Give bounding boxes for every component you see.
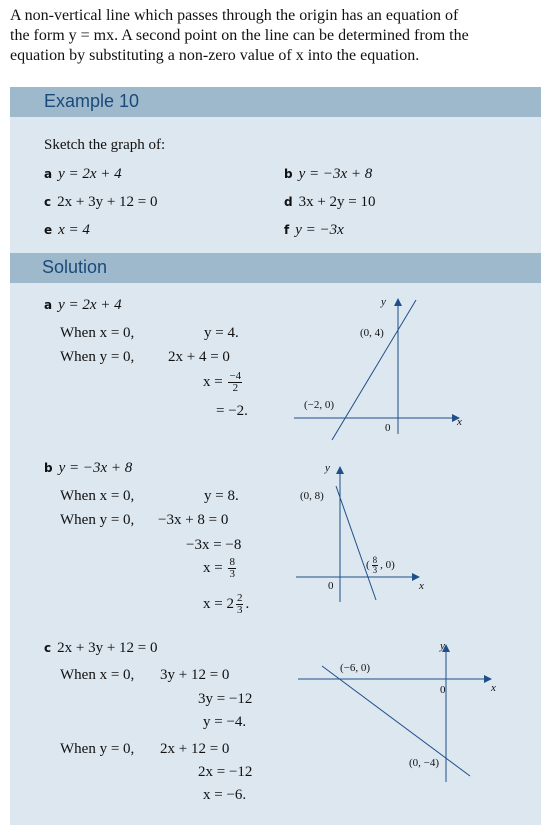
graph-a-y-label: y — [381, 296, 386, 308]
graph-a-line — [332, 300, 416, 440]
solution-b-step-3: −3x = −8 — [186, 537, 242, 553]
step-lhs: x = 2 — [203, 595, 234, 612]
intro-paragraph — [10, 6, 545, 66]
question-label: e — [44, 223, 53, 237]
solution-c-step-4-cond: When y = 0, — [60, 741, 135, 757]
solution-b-step-1-result: y = 8. — [204, 488, 239, 504]
graph-b-y-label: y — [325, 462, 330, 474]
question-equation: 2x + 3y + 12 = 0 — [57, 194, 158, 210]
solution-a-step-4: = −2. — [216, 403, 248, 419]
fraction-numerator: −4 — [229, 370, 242, 382]
solution-c-step-6: x = −6. — [203, 787, 247, 803]
fraction — [372, 556, 379, 575]
graph-b-x-intercept-label — [366, 556, 395, 575]
graph-b-y-intercept-label: (0, 8) — [300, 490, 324, 502]
graph-c-line — [322, 666, 470, 776]
solution-c-step-4-result: 2x + 12 = 0 — [160, 741, 230, 757]
solution-b-step-4 — [203, 557, 238, 580]
graph-b-line — [336, 486, 376, 600]
graph-c-origin-label: 0 — [440, 684, 446, 696]
solution-a-step-2-cond: When y = 0, — [60, 349, 135, 365]
graph-b-x-label: x — [419, 580, 424, 592]
question-b — [284, 166, 372, 183]
solution-c-step-3: y = −4. — [203, 714, 247, 730]
fraction — [228, 557, 236, 580]
example-title: Example 10 — [44, 91, 140, 111]
step-lhs: x = — [203, 373, 223, 390]
question-e — [44, 222, 90, 239]
graph-c-y-intercept-label: (0, −4) — [409, 757, 440, 769]
solution-c-step-2: 3y = −12 — [198, 691, 253, 707]
graph-b-origin-label: 0 — [328, 580, 334, 592]
step-end: . — [245, 595, 250, 612]
graph-c-x-label: x — [491, 682, 496, 694]
graph-a — [290, 292, 470, 442]
graph-c-y-label: y — [440, 640, 445, 652]
solution-equation: y = −3x + 8 — [58, 460, 133, 476]
graph-a-y-arrow — [394, 298, 402, 306]
graph-c-x-intercept-label: (−6, 0) — [340, 662, 371, 674]
question-label: a — [44, 167, 53, 181]
solution-b-step-5 — [203, 593, 249, 616]
question-label: d — [284, 195, 293, 209]
question-f — [284, 222, 344, 239]
graph-a-x-intercept-label: (−2, 0) — [304, 399, 335, 411]
question-label: c — [44, 195, 52, 209]
question-label: f — [284, 223, 290, 237]
solution-b-step-2-result: −3x + 8 = 0 — [158, 512, 229, 528]
solution-b-step-1-cond: When x = 0, — [60, 488, 135, 504]
question-c — [44, 194, 158, 211]
fraction-denominator: 3 — [236, 604, 243, 616]
solution-a-step-1-result: y = 4. — [204, 325, 239, 341]
fraction-denominator: 3 — [229, 568, 235, 580]
solution-equation: y = 2x + 4 — [58, 297, 122, 313]
solution-c-heading — [44, 640, 158, 657]
fraction-numerator: 2 — [236, 592, 243, 604]
solution-label: c — [44, 641, 52, 655]
graph-a-y-intercept-label: (0, 4) — [360, 327, 384, 339]
solution-label: a — [44, 298, 53, 312]
graph-a-x-label: x — [457, 416, 462, 428]
solution-equation: 2x + 3y + 12 = 0 — [57, 640, 158, 656]
question-d — [284, 194, 376, 211]
solution-a-heading — [44, 297, 122, 314]
step-lhs: x = — [203, 559, 223, 576]
point-close: , 0) — [380, 559, 395, 572]
solution-b-step-2-cond: When y = 0, — [60, 512, 135, 528]
solution-a-step-3 — [203, 371, 244, 394]
intro-line-3: equation by substituting a non-zero value of x into the equation. — [10, 47, 420, 64]
example-header-bar — [10, 87, 541, 117]
fraction-numerator: 8 — [372, 555, 378, 565]
fraction-denominator: 3 — [372, 565, 378, 575]
solution-a-step-1-cond: When x = 0, — [60, 325, 135, 341]
solution-label: b — [44, 461, 53, 475]
graph-a-origin-label: 0 — [385, 422, 391, 434]
fraction — [228, 371, 242, 394]
graph-c — [290, 636, 510, 786]
graph-b — [290, 460, 470, 610]
solution-c-step-1-cond: When x = 0, — [60, 667, 135, 683]
point-open: ( — [366, 559, 370, 572]
question-equation: x = 4 — [58, 222, 90, 238]
question-equation: y = −3x — [295, 222, 344, 238]
fraction-numerator: 8 — [229, 556, 235, 568]
fraction — [236, 593, 244, 616]
solution-b-heading — [44, 460, 132, 477]
intro-line-2: the form y = mx. A second point on the line can be determined from the — [10, 27, 469, 44]
question-label: b — [284, 167, 293, 181]
question-equation: y = 2x + 4 — [58, 166, 122, 182]
graph-b-y-arrow — [336, 466, 344, 474]
question-a — [44, 166, 122, 183]
fraction-denominator: 2 — [232, 382, 239, 394]
solution-title: Solution — [42, 257, 108, 277]
solution-c-step-1-result: 3y + 12 = 0 — [160, 667, 230, 683]
question-equation: 3x + 2y = 10 — [298, 194, 376, 210]
question-equation: y = −3x + 8 — [298, 166, 373, 182]
solution-c-step-5: 2x = −12 — [198, 764, 253, 780]
example-prompt: Sketch the graph of: — [44, 137, 166, 153]
intro-line-1: A non-vertical line which passes through the origin has an equation of — [10, 7, 459, 24]
solution-a-step-2-result: 2x + 4 = 0 — [168, 349, 230, 365]
solution-header-bar — [10, 253, 541, 283]
